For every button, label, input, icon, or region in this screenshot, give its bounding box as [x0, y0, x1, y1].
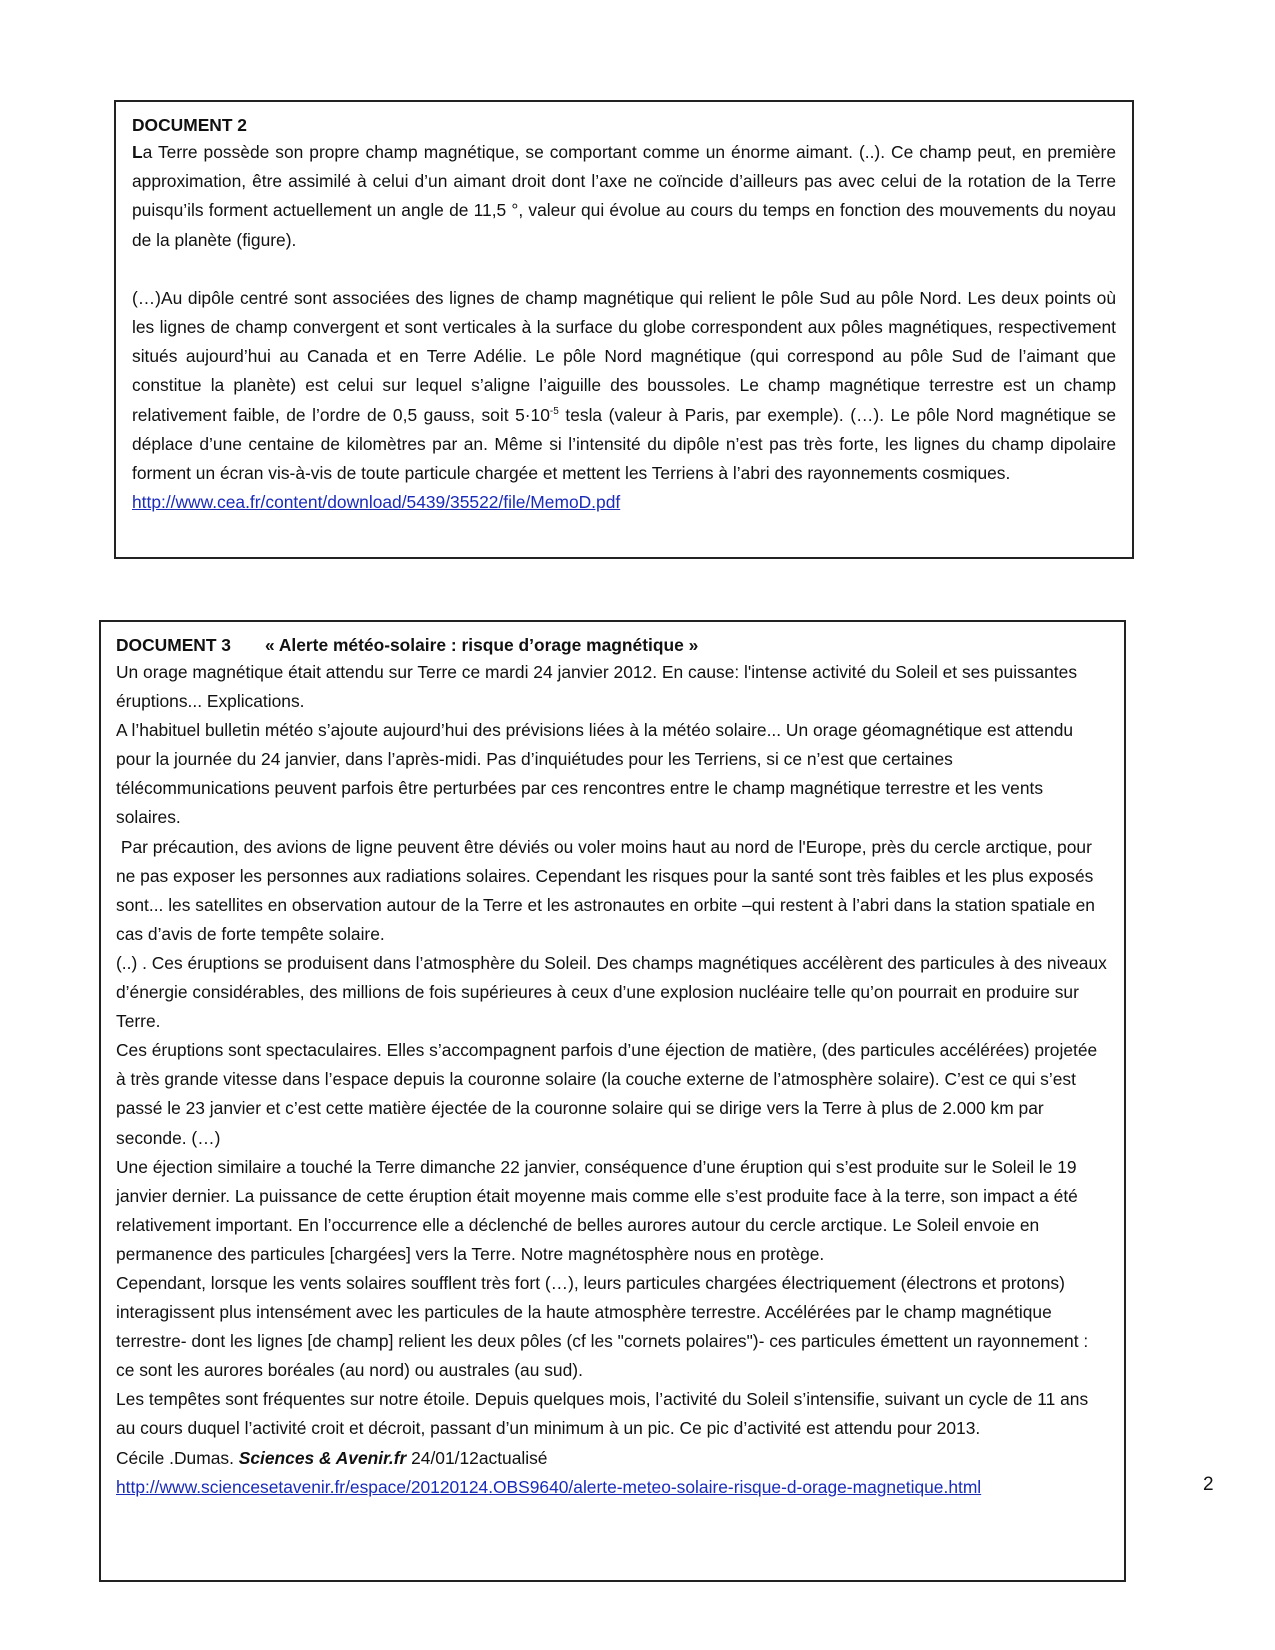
document-3-credit [116, 1444, 1109, 1473]
paragraph-spacer [132, 255, 1116, 284]
credit-publication: Sciences & Avenir.fr [238, 1447, 407, 1468]
drop-initial: L [132, 142, 143, 162]
document-3-paragraph: Une éjection similaire a touché la Terre dimanche 22 janvier, conséquence d’une éruption qui s’est produite sur le Soleil le 19 janvier dernier. La puissance de cette éruption était moyenne mais comme elle s’est produite face à la terre, son impact a été relativement important. En l’occurrence elle a déclenché de belles aurores autour du cercle arctique. Le Soleil envoie en permanence des particules [chargées] vers la Terre. Notre magnétosphère nous en protège. [116, 1156, 1078, 1264]
credit-author: Cécile .Dumas. [116, 1447, 239, 1468]
cea-source-link[interactable]: http://www.cea.fr/content/download/5439/35522/file/MemoD.pdf [132, 492, 621, 513]
credit-date: 24/01/12actualisé [406, 1447, 548, 1468]
document-3-paragraph: A l’habituel bulletin météo s’ajoute aujourd’hui des prévisions liées à la météo solaire... Un orage géomagnétique est attendu pour la journée du 24 janvier, dans l’après-midi. Pas d’inquiétudes pour les Terriens, si ce n’est que certaines télécommunications peuvent parfois être perturbées par ces rencontres entre le champ magnétique terrestre et les vents solaires. [116, 720, 1074, 828]
paragraph-1-text: a Terre possède son propre champ magnétique, se comportant comme un énorme aimant. (..). Ce champ peut, en première approximation, être assimilé à celui d’un aimant droit dont l’axe ne coïncide d’ailleurs pas avec celui de la rotation de la Terre puisqu’ils forment actuellement un angle de 11,5 °, valeur qui évolue au cours du temps en fonction des mouvements du noyau de la planète (figure). [132, 142, 1116, 250]
document-3-paragraph: Cependant, lorsque les vents solaires soufflent très fort (…), leurs particules chargées électriquement (électrons et protons) interagissent plus intensément avec les particules de la haute atmosphère terrestre. Accélérées par le champ magnétique terrestre- dont les lignes [de champ] relient les deux pôles (cf les "cornets polaires")- ces particules émettent un rayonnement : ce sont les aurores boréales (au nord) ou australes (au sud). [116, 1272, 1089, 1381]
document-3-paragraph: Un orage magnétique était attendu sur Terre ce mardi 24 janvier 2012. En cause: l'intense activité du Soleil et ses puissantes éruptions... Explications. [116, 662, 1078, 712]
document-3-title: « Alerte météo-solaire : risque d’orage magnétique » [264, 635, 699, 655]
exponent: -5 [549, 405, 559, 417]
document-2-paragraph-1 [132, 138, 1116, 255]
document-3-paragraph: Les tempêtes sont fréquentes sur notre étoile. Depuis quelques mois, l’activité du Soleil s’intensifie, suivant un cycle de 11 ans au cours duquel l’activité croit et décroit, passant d’un minimum à un pic. Ce pic d’activité est attendu pour 2013. [116, 1389, 1089, 1439]
document-2-source [132, 488, 1116, 517]
document-2-heading: DOCUMENT 2 [132, 115, 247, 135]
document-2-box [114, 100, 1134, 559]
document-2-paragraph-2 [132, 284, 1116, 488]
document-3-heading-row [116, 632, 1109, 658]
page-number: 2 [1203, 1474, 1214, 1495]
paragraph-2-text-b: tesla (valeur à Paris, par exemple). (…). Le pôle Nord magnétique se déplace d’une centaine de kilomètres par an. Même si l’intensité du dipôle n’est pas très forte, les lignes du champ dipolaire forment un écran vis-à-vis de toute particule chargée et mettent les Terriens à l’abri des rayonnements cosmiques. [132, 404, 1117, 484]
paragraph-2-text-a: (…)Au dipôle centré sont associées des lignes de champ magnétique qui relient le pôle Sud au pôle Nord. Les deux points où les lignes de champ convergent et sont verticales à la surface du globe correspondent aux pôles magnétiques, respectivement situés aujourd’hui au Canada et en Terre Adélie. Le pôle Nord magnétique (qui correspond au pôle Sud de l’aimant que constitue la planète) est celui sur lequel s’aligne l’aiguille des boussoles. Le champ magnétique terrestre est un champ relativement faible, de l’ordre de 0,5 gauss, soit 5·10 [132, 287, 1116, 425]
document-3-box [99, 620, 1126, 1582]
document-3-paragraph: (..) . Ces éruptions se produisent dans l’atmosphère du Soleil. Des champs magnétiques accélèrent des particules à des niveaux d’énergie considérables, des millions de fois supérieures à ceux d’une explosion nucléaire telle qu’on pourrait en produire sur Terre. [116, 952, 1107, 1032]
document-3-paragraph: Par précaution, des avions de ligne peuvent être déviés ou voler moins haut au nord de l'Europe, près du cercle arctique, pour ne pas exposer les personnes aux radiations solaires. Cependant les risques pour la santé sont très faibles et les plus exposés sont... les satellites en observation autour de la Terre et les astronautes en orbite –qui restent à l’abri dans la station spatiale en cas d’avis de forte tempête solaire. [116, 836, 1100, 944]
document-3-heading: DOCUMENT 3 [116, 635, 231, 655]
document-3-source [116, 1473, 1109, 1502]
document-3-paragraph: Ces éruptions sont spectaculaires. Elles s’accompagnent parfois d’une éjection de matière, (des particules accélérées) projetée à très grande vitesse dans l’espace depuis la couronne solaire (la couche externe de l’atmosphère solaire). C’est ce qui s’est passé le 23 janvier et c’est cette matière éjectée de la couronne solaire qui se dirige vers la Terre à plus de 2.000 km par seconde. (…) [116, 1040, 1098, 1148]
sciences-et-avenir-link[interactable]: http://www.sciencesetavenir.fr/espace/20120124.OBS9640/alerte-meteo-solaire-risque-d-orage-magnetique.html [116, 1476, 982, 1497]
